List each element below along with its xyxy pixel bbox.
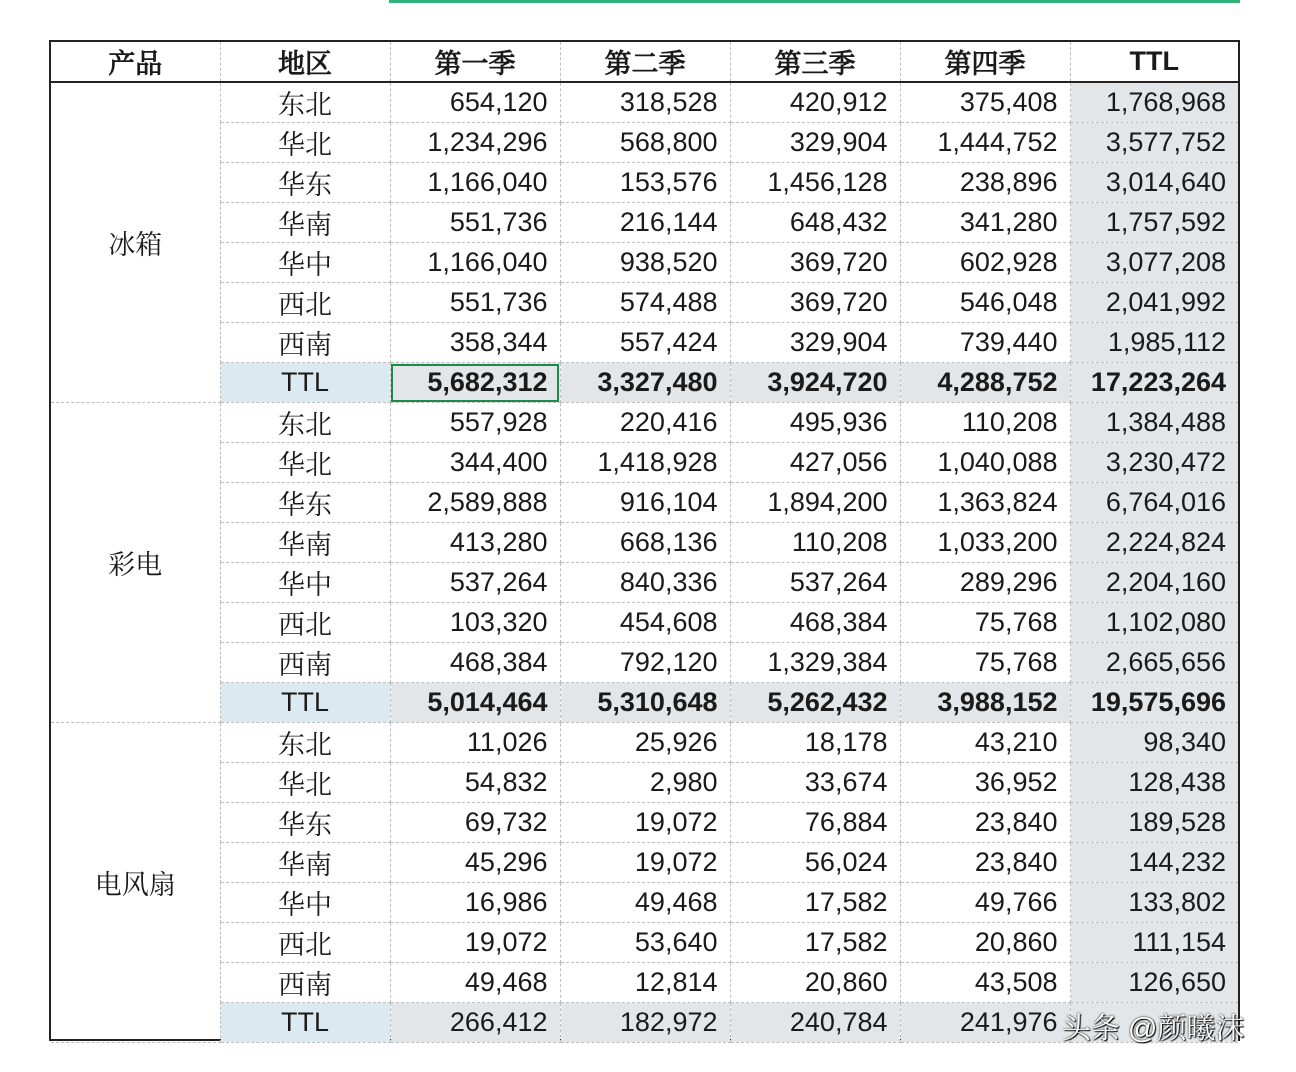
value-cell[interactable]: 76,884 — [730, 803, 900, 843]
region-cell[interactable]: 华北 — [220, 763, 390, 803]
row-total-cell[interactable]: 3,014,640 — [1070, 163, 1238, 203]
value-cell[interactable]: 56,024 — [730, 843, 900, 883]
region-cell[interactable]: 西南 — [220, 963, 390, 1003]
region-cell[interactable]: 东北 — [220, 723, 390, 763]
table-row — [51, 523, 1238, 563]
value-cell[interactable]: 45,296 — [390, 843, 560, 883]
table-row — [51, 803, 1238, 843]
value-cell[interactable]: 19,072 — [560, 843, 730, 883]
subtotal-cell[interactable]: 5,014,464 — [390, 683, 560, 723]
region-cell[interactable]: 华南 — [220, 203, 390, 243]
subtotal-row — [51, 363, 1238, 403]
row-total-cell[interactable]: 189,528 — [1070, 803, 1238, 843]
value-cell[interactable]: 36,952 — [900, 763, 1070, 803]
row-total-cell[interactable]: 6,764,016 — [1070, 483, 1238, 523]
product-cell[interactable]: 彩电 — [51, 403, 220, 723]
row-total-cell[interactable]: 144,232 — [1070, 843, 1238, 883]
value-cell[interactable]: 551,736 — [390, 203, 560, 243]
header-q4[interactable]: 第四季 — [900, 42, 1070, 82]
value-cell[interactable]: 54,832 — [390, 763, 560, 803]
subtotal-cell[interactable]: 241,976 — [900, 1003, 1070, 1043]
value-cell[interactable]: 17,582 — [730, 883, 900, 923]
row-total-cell[interactable]: 126,650 — [1070, 963, 1238, 1003]
row-total-cell[interactable]: 2,204,160 — [1070, 563, 1238, 603]
subtotal-cell[interactable]: 5,310,648 — [560, 683, 730, 723]
subtotal-cell[interactable]: 3,327,480 — [560, 363, 730, 403]
region-cell[interactable]: 华东 — [220, 483, 390, 523]
value-cell[interactable]: 1,166,040 — [390, 243, 560, 283]
value-cell[interactable]: 369,720 — [730, 283, 900, 323]
value-cell[interactable]: 537,264 — [390, 563, 560, 603]
value-cell[interactable]: 574,488 — [560, 283, 730, 323]
region-cell[interactable]: 西南 — [220, 643, 390, 683]
table-row — [51, 603, 1238, 643]
subtotal-cell[interactable]: 3,988,152 — [900, 683, 1070, 723]
row-total-cell[interactable]: 3,577,752 — [1070, 123, 1238, 163]
row-total-cell[interactable]: 3,230,472 — [1070, 443, 1238, 483]
value-cell[interactable]: 19,072 — [390, 923, 560, 963]
table-row — [51, 123, 1238, 163]
value-cell[interactable]: 20,860 — [730, 963, 900, 1003]
table-row — [51, 163, 1238, 203]
region-cell[interactable]: 西南 — [220, 323, 390, 363]
value-cell[interactable]: 1,040,088 — [900, 443, 1070, 483]
value-cell[interactable]: 546,048 — [900, 283, 1070, 323]
value-cell[interactable]: 329,904 — [730, 323, 900, 363]
value-cell[interactable]: 1,329,384 — [730, 643, 900, 683]
region-cell[interactable]: 华南 — [220, 523, 390, 563]
value-cell[interactable]: 358,344 — [390, 323, 560, 363]
header-q1[interactable]: 第一季 — [390, 42, 560, 82]
value-cell[interactable]: 668,136 — [560, 523, 730, 563]
value-cell[interactable]: 329,904 — [730, 123, 900, 163]
subtotal-label-cell[interactable]: TTL — [220, 363, 390, 403]
value-cell[interactable]: 17,582 — [730, 923, 900, 963]
region-cell[interactable]: 华中 — [220, 563, 390, 603]
value-cell[interactable]: 11,026 — [390, 723, 560, 763]
value-cell[interactable]: 551,736 — [390, 283, 560, 323]
region-cell[interactable]: 东北 — [220, 82, 390, 123]
table-row — [51, 763, 1238, 803]
value-cell[interactable]: 49,468 — [390, 963, 560, 1003]
value-cell[interactable]: 537,264 — [730, 563, 900, 603]
value-cell[interactable]: 420,912 — [730, 82, 900, 123]
value-cell[interactable]: 369,720 — [730, 243, 900, 283]
table-row — [51, 483, 1238, 523]
value-cell[interactable]: 216,144 — [560, 203, 730, 243]
value-cell[interactable]: 557,928 — [390, 403, 560, 443]
product-cell[interactable]: 冰箱 — [51, 82, 220, 403]
subtotal-cell[interactable]: 182,972 — [560, 1003, 730, 1043]
row-total-cell[interactable]: 2,665,656 — [1070, 643, 1238, 683]
row-total-cell[interactable]: 1,985,112 — [1070, 323, 1238, 363]
value-cell[interactable]: 1,363,824 — [900, 483, 1070, 523]
value-cell[interactable]: 110,208 — [730, 523, 900, 563]
region-cell[interactable]: 华南 — [220, 843, 390, 883]
value-cell[interactable]: 153,576 — [560, 163, 730, 203]
table-row — [51, 203, 1238, 243]
value-cell[interactable]: 69,732 — [390, 803, 560, 843]
value-cell[interactable]: 1,033,200 — [900, 523, 1070, 563]
value-cell[interactable]: 43,508 — [900, 963, 1070, 1003]
value-cell[interactable]: 110,208 — [900, 403, 1070, 443]
value-cell[interactable]: 103,320 — [390, 603, 560, 643]
row-total-cell[interactable]: 1,384,488 — [1070, 403, 1238, 443]
region-cell[interactable]: 华中 — [220, 883, 390, 923]
value-cell[interactable]: 75,768 — [900, 603, 1070, 643]
header-q2[interactable]: 第二季 — [560, 42, 730, 82]
region-cell[interactable]: 华北 — [220, 123, 390, 163]
header-row — [51, 42, 1238, 82]
sales-table — [51, 42, 1238, 1043]
active-sheet-indicator — [389, 0, 1240, 3]
subtotal-label-cell[interactable]: TTL — [220, 1003, 390, 1043]
region-cell[interactable]: 西北 — [220, 603, 390, 643]
value-cell[interactable]: 468,384 — [730, 603, 900, 643]
value-cell[interactable]: 454,608 — [560, 603, 730, 643]
subtotal-cell[interactable]: 5,262,432 — [730, 683, 900, 723]
table-row — [51, 843, 1238, 883]
value-cell[interactable]: 43,210 — [900, 723, 1070, 763]
subtotal-cell[interactable]: 17,223,264 — [1070, 363, 1238, 403]
row-total-cell[interactable]: 2,224,824 — [1070, 523, 1238, 563]
value-cell[interactable]: 840,336 — [560, 563, 730, 603]
value-cell[interactable]: 1,456,128 — [730, 163, 900, 203]
region-cell[interactable]: 东北 — [220, 403, 390, 443]
value-cell[interactable]: 739,440 — [900, 323, 1070, 363]
value-cell[interactable]: 19,072 — [560, 803, 730, 843]
table-row — [51, 243, 1238, 283]
value-cell[interactable]: 23,840 — [900, 803, 1070, 843]
table-row — [51, 403, 1238, 443]
value-cell[interactable]: 1,234,296 — [390, 123, 560, 163]
value-cell[interactable]: 792,120 — [560, 643, 730, 683]
value-cell[interactable]: 495,936 — [730, 403, 900, 443]
subtotal-row — [51, 683, 1238, 723]
table-row — [51, 883, 1238, 923]
table-row — [51, 82, 1238, 123]
value-cell[interactable]: 1,894,200 — [730, 483, 900, 523]
table-row — [51, 643, 1238, 683]
row-total-cell[interactable]: 1,102,080 — [1070, 603, 1238, 643]
value-cell[interactable]: 220,416 — [560, 403, 730, 443]
value-cell[interactable]: 289,296 — [900, 563, 1070, 603]
row-total-cell[interactable]: 1,768,968 — [1070, 82, 1238, 123]
value-cell[interactable]: 654,120 — [390, 82, 560, 123]
value-cell[interactable]: 427,056 — [730, 443, 900, 483]
subtotal-cell[interactable]: 4,288,752 — [900, 363, 1070, 403]
value-cell[interactable]: 938,520 — [560, 243, 730, 283]
value-cell[interactable]: 568,800 — [560, 123, 730, 163]
region-cell[interactable]: 华中 — [220, 243, 390, 283]
subtotal-cell[interactable]: 240,784 — [730, 1003, 900, 1043]
subtotal-cell[interactable]: 3,924,720 — [730, 363, 900, 403]
subtotal-cell[interactable]: 19,575,696 — [1070, 683, 1238, 723]
value-cell[interactable]: 344,400 — [390, 443, 560, 483]
value-cell[interactable]: 1,444,752 — [900, 123, 1070, 163]
value-cell[interactable]: 1,418,928 — [560, 443, 730, 483]
value-cell[interactable]: 916,104 — [560, 483, 730, 523]
header-product[interactable]: 产品 — [51, 42, 220, 82]
value-cell[interactable]: 18,178 — [730, 723, 900, 763]
value-cell[interactable]: 12,814 — [560, 963, 730, 1003]
value-cell[interactable]: 1,166,040 — [390, 163, 560, 203]
table-row — [51, 443, 1238, 483]
value-cell[interactable]: 49,766 — [900, 883, 1070, 923]
region-cell[interactable]: 华北 — [220, 443, 390, 483]
region-cell[interactable]: 华东 — [220, 163, 390, 203]
watermark: 头条 @颜曦沫 — [1062, 1013, 1245, 1045]
row-total-cell[interactable]: 128,438 — [1070, 763, 1238, 803]
row-total-cell[interactable]: 98,340 — [1070, 723, 1238, 763]
value-cell[interactable]: 23,840 — [900, 843, 1070, 883]
value-cell[interactable]: 33,674 — [730, 763, 900, 803]
header-ttl[interactable]: TTL — [1070, 42, 1238, 82]
value-cell[interactable]: 2,980 — [560, 763, 730, 803]
value-cell[interactable]: 25,926 — [560, 723, 730, 763]
table-row — [51, 283, 1238, 323]
region-cell[interactable]: 华东 — [220, 803, 390, 843]
row-total-cell[interactable]: 133,802 — [1070, 883, 1238, 923]
header-region[interactable]: 地区 — [220, 42, 390, 82]
value-cell[interactable]: 16,986 — [390, 883, 560, 923]
table-row — [51, 923, 1238, 963]
table-row — [51, 963, 1238, 1003]
selected-cell[interactable]: 5,682,312 — [390, 363, 560, 403]
table-row — [51, 563, 1238, 603]
header-q3[interactable]: 第三季 — [730, 42, 900, 82]
subtotal-cell[interactable]: 266,412 — [390, 1003, 560, 1043]
subtotal-row — [51, 1003, 1238, 1043]
value-cell[interactable]: 602,928 — [900, 243, 1070, 283]
value-cell[interactable]: 557,424 — [560, 323, 730, 363]
value-cell[interactable]: 49,468 — [560, 883, 730, 923]
product-cell[interactable]: 电风扇 — [51, 723, 220, 1043]
value-cell[interactable]: 53,640 — [560, 923, 730, 963]
table-row — [51, 723, 1238, 763]
value-cell[interactable]: 2,589,888 — [390, 483, 560, 523]
value-cell[interactable]: 341,280 — [900, 203, 1070, 243]
value-cell[interactable]: 413,280 — [390, 523, 560, 563]
region-cell[interactable]: 西北 — [220, 923, 390, 963]
row-total-cell[interactable]: 111,154 — [1070, 923, 1238, 963]
spreadsheet-grid — [49, 40, 1240, 1041]
row-total-cell[interactable]: 1,757,592 — [1070, 203, 1238, 243]
value-cell[interactable]: 238,896 — [900, 163, 1070, 203]
value-cell[interactable]: 648,432 — [730, 203, 900, 243]
region-cell[interactable]: 西北 — [220, 283, 390, 323]
subtotal-label-cell[interactable]: TTL — [220, 683, 390, 723]
value-cell[interactable]: 318,528 — [560, 82, 730, 123]
row-total-cell[interactable]: 2,041,992 — [1070, 283, 1238, 323]
value-cell[interactable]: 468,384 — [390, 643, 560, 683]
value-cell[interactable]: 75,768 — [900, 643, 1070, 683]
value-cell[interactable]: 375,408 — [900, 82, 1070, 123]
table-row — [51, 323, 1238, 363]
row-total-cell[interactable]: 3,077,208 — [1070, 243, 1238, 283]
value-cell[interactable]: 20,860 — [900, 923, 1070, 963]
